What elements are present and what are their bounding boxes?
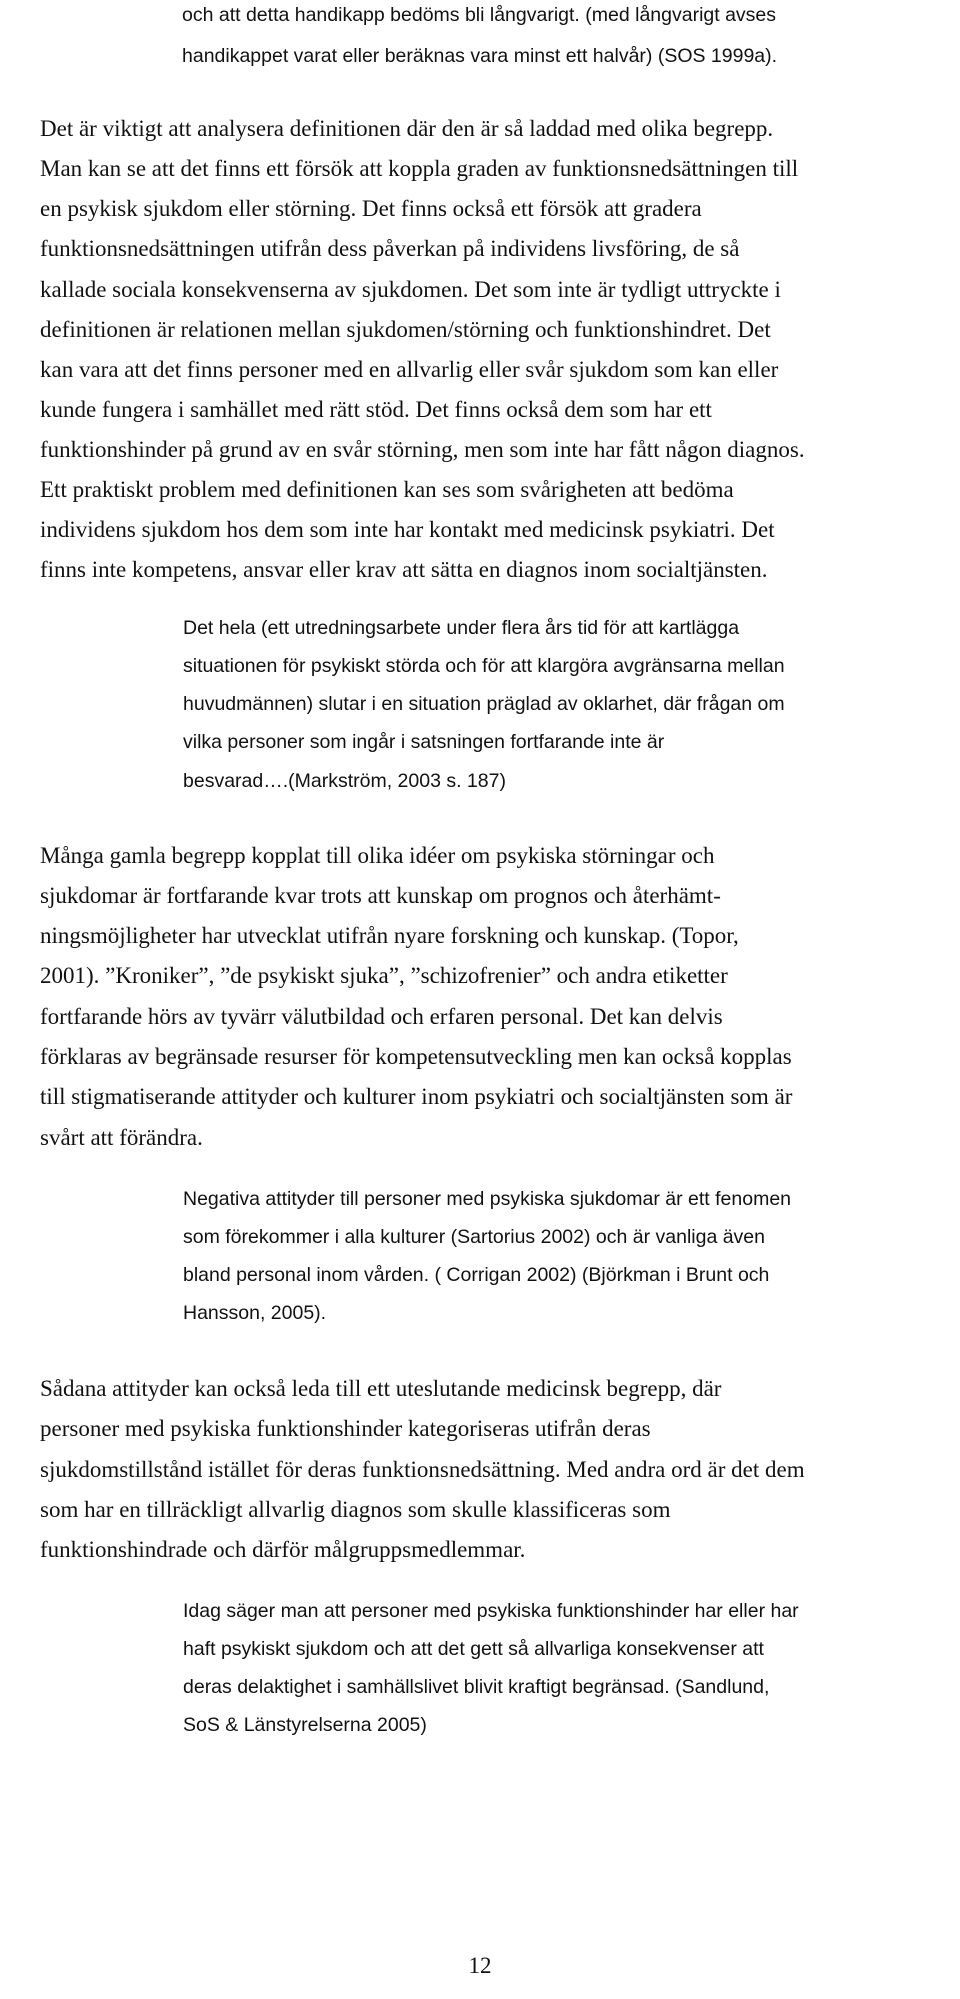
quote-line: vilka personer som ingår i satsningen fortfarande inte är [183,731,665,753]
paragraph-line: definitionen är relationen mellan sjukdomen/störning och funktionshindret. Det [40,317,771,342]
paragraph-line: kallade sociala konsekvenserna av sjukdomen. Det som inte är tydligt uttryckte i [40,277,781,302]
intro-line: handikappet varat eller beräknas vara minst ett halvår) (SOS 1999a). [182,45,778,67]
quote-line: deras delaktighet i samhällslivet blivit kraftigt begränsad. (Sandlund, [183,1676,770,1698]
paragraph-line: Många gamla begrepp kopplat till olika idéer om psykiska störningar och [40,843,715,868]
quote-line: Hansson, 2005). [183,1302,327,1324]
paragraph-line: svårt att förändra. [40,1125,203,1150]
quote-line: situationen för psykiskt störda och för att klargöra avgränsarna mellan [183,655,785,677]
paragraph-line: finns inte kompetens, ansvar eller krav att sätta en diagnos inom socialtjänsten. [40,557,768,582]
paragraph-line: fortfarande hörs av tyvärr välutbildad och erfaren personal. Det kan delvis [40,1004,723,1029]
page-number: 12 [468,1953,492,1978]
quote-line: som förekommer i alla kulturer (Sartorius 2002) och är vanliga även [183,1226,766,1248]
paragraph-line: personer med psykiska funktionshinder kategoriseras utifrån deras [40,1416,651,1441]
paragraph-line: kunde fungera i samhället med rätt stöd. Det finns också dem som har ett [40,397,712,422]
quote-line: Idag säger man att personer med psykiska funktionshinder har eller har [183,1600,799,1622]
quote-line: Negativa attityder till personer med psykiska sjukdomar är ett fenomen [183,1188,792,1210]
quote-line: besvarad….(Markström, 2003 s. 187) [183,770,506,792]
quote-line: huvudmännen) slutar i en situation präglad av oklarhet, där frågan om [183,693,785,715]
paragraph-line: sjukdomar är fortfarande kvar trots att kunskap om prognos och återhämt- [40,883,721,908]
quote-line: Det hela (ett utredningsarbete under flera års tid för att kartlägga [183,617,740,639]
paragraph-line: kan vara att det finns personer med en allvarlig eller svår sjukdom som kan eller [40,357,779,382]
paragraph-line: Sådana attityder kan också leda till ett uteslutande medicinsk begrepp, där [40,1376,722,1401]
paragraph-line: 2001). ”Kroniker”, ”de psykiskt sjuka”, ”schizofrenier” och andra etiketter [40,963,728,988]
paragraph-line: Ett praktiskt problem med definitionen kan ses som svårigheten att bedöma [40,477,734,502]
paragraph-line: som har en tillräckligt allvarlig diagnos som skulle klassificeras som [40,1497,671,1522]
paragraph-line: funktionshinder på grund av en svår störning, men som inte har fått någon diagnos. [40,437,805,462]
paragraph-line: Det är viktigt att analysera definitionen där den är så laddad med olika begrepp. [40,116,774,141]
paragraph-line: sjukdomstillstånd istället för deras funktionsnedsättning. Med andra ord är det dem [40,1457,805,1482]
quote-line: SoS & Länstyrelserna 2005) [183,1714,427,1736]
paragraph-line: en psykisk sjukdom eller störning. Det finns också ett försök att gradera [40,196,702,221]
paragraph-line: funktionsnedsättningen utifrån dess påverkan på individens livsföring, de så [40,236,740,261]
paragraph-line: individens sjukdom hos dem som inte har kontakt med medicinsk psykiatri. Det [40,517,775,542]
quote-line: bland personal inom vården. ( Corrigan 2002) (Björkman i Brunt och [183,1264,770,1286]
paragraph-line: funktionshindrade och därför målgruppsmedlemmar. [40,1537,526,1562]
paragraph-line: till stigmatiserande attityder och kulturer inom psykiatri och socialtjänsten som är [40,1084,793,1109]
paragraph-line: förklaras av begränsade resurser för kompetensutveckling men kan också kopplas [40,1044,792,1069]
intro-line: och att detta handikapp bedöms bli långvarigt. (med långvarigt avses [182,4,777,26]
paragraph-line: Man kan se att det finns ett försök att koppla graden av funktionsnedsättningen till [40,156,799,181]
quote-line: haft psykiskt sjukdom och att det gett så allvarliga konsekvenser att [183,1638,764,1660]
paragraph-line: ningsmöjligheter har utvecklat utifrån nyare forskning och kunskap. (Topor, [40,923,739,948]
